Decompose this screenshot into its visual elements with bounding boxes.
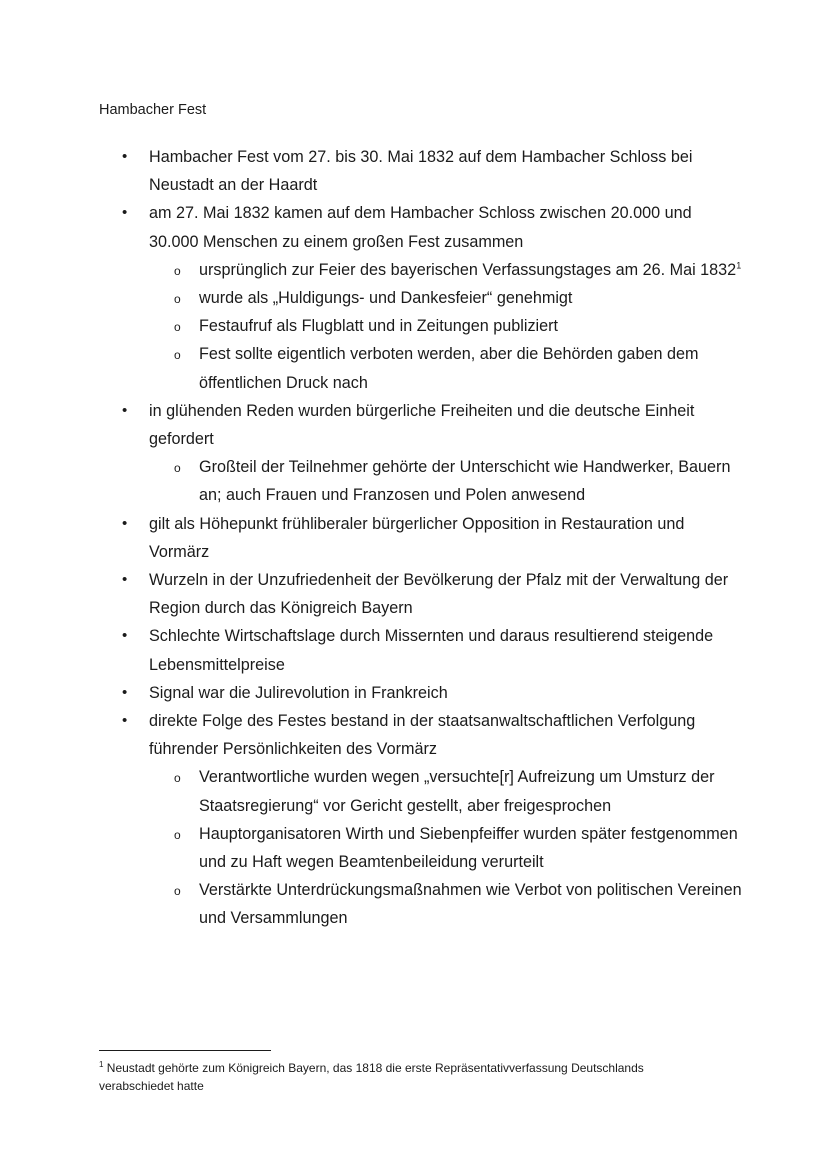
sub-bullet-text: Festaufruf als Flugblatt und in Zeitungen publiziert bbox=[199, 317, 559, 336]
bullet-item bbox=[0, 143, 828, 199]
bullet-text: am 27. Mai 1832 kamen auf dem Hambacher Schloss zwischen 20.000 und 30.000 Menschen zu einem großen Fest zusammen bbox=[149, 204, 692, 251]
sub-bullet-item bbox=[149, 820, 742, 876]
sub-bullet-list bbox=[149, 763, 742, 932]
sub-bullet-text: ursprünglich zur Feier des bayerischen Verfassungstages am 26. Mai 1832 bbox=[199, 260, 737, 279]
sub-bullet-text: wurde als „Huldigungs- und Dankesfeier“ genehmigt bbox=[199, 289, 573, 308]
bullet-item bbox=[0, 510, 828, 566]
sub-bullet-item bbox=[149, 256, 742, 284]
bullet-dot-icon: • bbox=[122, 712, 128, 730]
bullet-dot-icon: • bbox=[122, 148, 128, 165]
sub-bullet-text: Verantwortliche wurden wegen „versuchte[r] Aufreizung um Umsturz der Staatsregierung“ vor Gericht gestellt, aber freigesprochen bbox=[199, 768, 715, 815]
sub-bullet-item bbox=[149, 876, 742, 932]
sub-bullet-item bbox=[149, 284, 742, 312]
sub-bullet-circle-icon: o bbox=[174, 884, 181, 899]
footnote-separator bbox=[99, 1050, 271, 1051]
bullet-text: Hambacher Fest vom 27. bis 30. Mai 1832 auf dem Hambacher Schloss bei Neustadt an der Haardt bbox=[149, 148, 693, 195]
sub-bullet-circle-icon: o bbox=[174, 263, 181, 278]
bullet-list bbox=[0, 143, 828, 933]
footnote bbox=[99, 1059, 719, 1095]
bullet-dot-icon: • bbox=[122, 204, 128, 222]
sub-bullet-item bbox=[149, 312, 742, 340]
sub-bullet-item bbox=[149, 340, 742, 396]
document-title: Hambacher Fest bbox=[99, 102, 207, 118]
sub-bullet-text: Verstärkte Unterdrückungsmaßnahmen wie Verbot von politischen Vereinen und Versammlungen bbox=[199, 881, 742, 928]
bullet-dot-icon: • bbox=[122, 571, 128, 589]
sub-bullet-text: Großteil der Teilnehmer gehörte der Unterschicht wie Handwerker, Bauern an; auch Frauen und Franzosen und Polen anwesend bbox=[199, 458, 731, 505]
sub-bullet-circle-icon: o bbox=[174, 320, 181, 335]
sub-bullet-circle-icon: o bbox=[174, 348, 181, 363]
sub-bullet-circle-icon: o bbox=[174, 771, 181, 786]
bullet-item bbox=[0, 566, 828, 622]
bullet-item bbox=[0, 679, 828, 707]
bullet-item bbox=[0, 397, 828, 510]
footnote-reference[interactable]: 1 bbox=[736, 260, 742, 271]
bullet-text: Schlechte Wirtschaftslage durch Missernten und daraus resultierend steigende Lebensmittelpreise bbox=[149, 627, 714, 674]
bullet-dot-icon: • bbox=[122, 401, 128, 419]
bullet-text: Wurzeln in der Unzufriedenheit der Bevölkerung der Pfalz mit der Verwaltung der Region durch das Königreich Bayern bbox=[149, 571, 729, 618]
sub-bullet-item bbox=[149, 453, 742, 509]
bullet-item bbox=[0, 199, 828, 396]
sub-bullet-text: Fest sollte eigentlich verboten werden, aber die Behörden gaben dem öffentlichen Druck nach bbox=[199, 345, 699, 392]
sub-bullet-text: Hauptorganisatoren Wirth und Siebenpfeiffer wurden später festgenommen und zu Haft wegen Beamtenbeileidung verurteilt bbox=[199, 824, 738, 872]
bullet-text: Signal war die Julirevolution in Frankreich bbox=[149, 683, 448, 702]
sub-bullet-circle-icon: o bbox=[174, 461, 181, 476]
bullet-text: in glühenden Reden wurden bürgerliche Freiheiten und die deutsche Einheit gefordert bbox=[149, 401, 695, 449]
sub-bullet-list bbox=[149, 453, 742, 509]
footnote-text: Neustadt gehörte zum Königreich Bayern, das 1818 die erste Repräsentativverfassung Deutschlands verabschiedet hatte bbox=[99, 1061, 644, 1093]
bullet-item bbox=[0, 707, 828, 933]
sub-bullet-circle-icon: o bbox=[174, 827, 181, 842]
bullet-dot-icon: • bbox=[122, 514, 128, 532]
bullet-text: direkte Folge des Festes bestand in der staatsanwaltschaftlichen Verfolgung führender Persönlichkeiten des Vormärz bbox=[149, 712, 696, 759]
bullet-item bbox=[0, 622, 828, 678]
sub-bullet-list bbox=[149, 256, 742, 397]
footnote-number: 1 bbox=[99, 1060, 104, 1069]
sub-bullet-circle-icon: o bbox=[174, 292, 181, 307]
bullet-dot-icon: • bbox=[122, 627, 128, 645]
bullet-dot-icon: • bbox=[122, 683, 128, 701]
sub-bullet-item bbox=[149, 763, 742, 819]
bullet-text: gilt als Höhepunkt frühliberaler bürgerlicher Opposition in Restauration und Vormärz bbox=[149, 514, 685, 561]
